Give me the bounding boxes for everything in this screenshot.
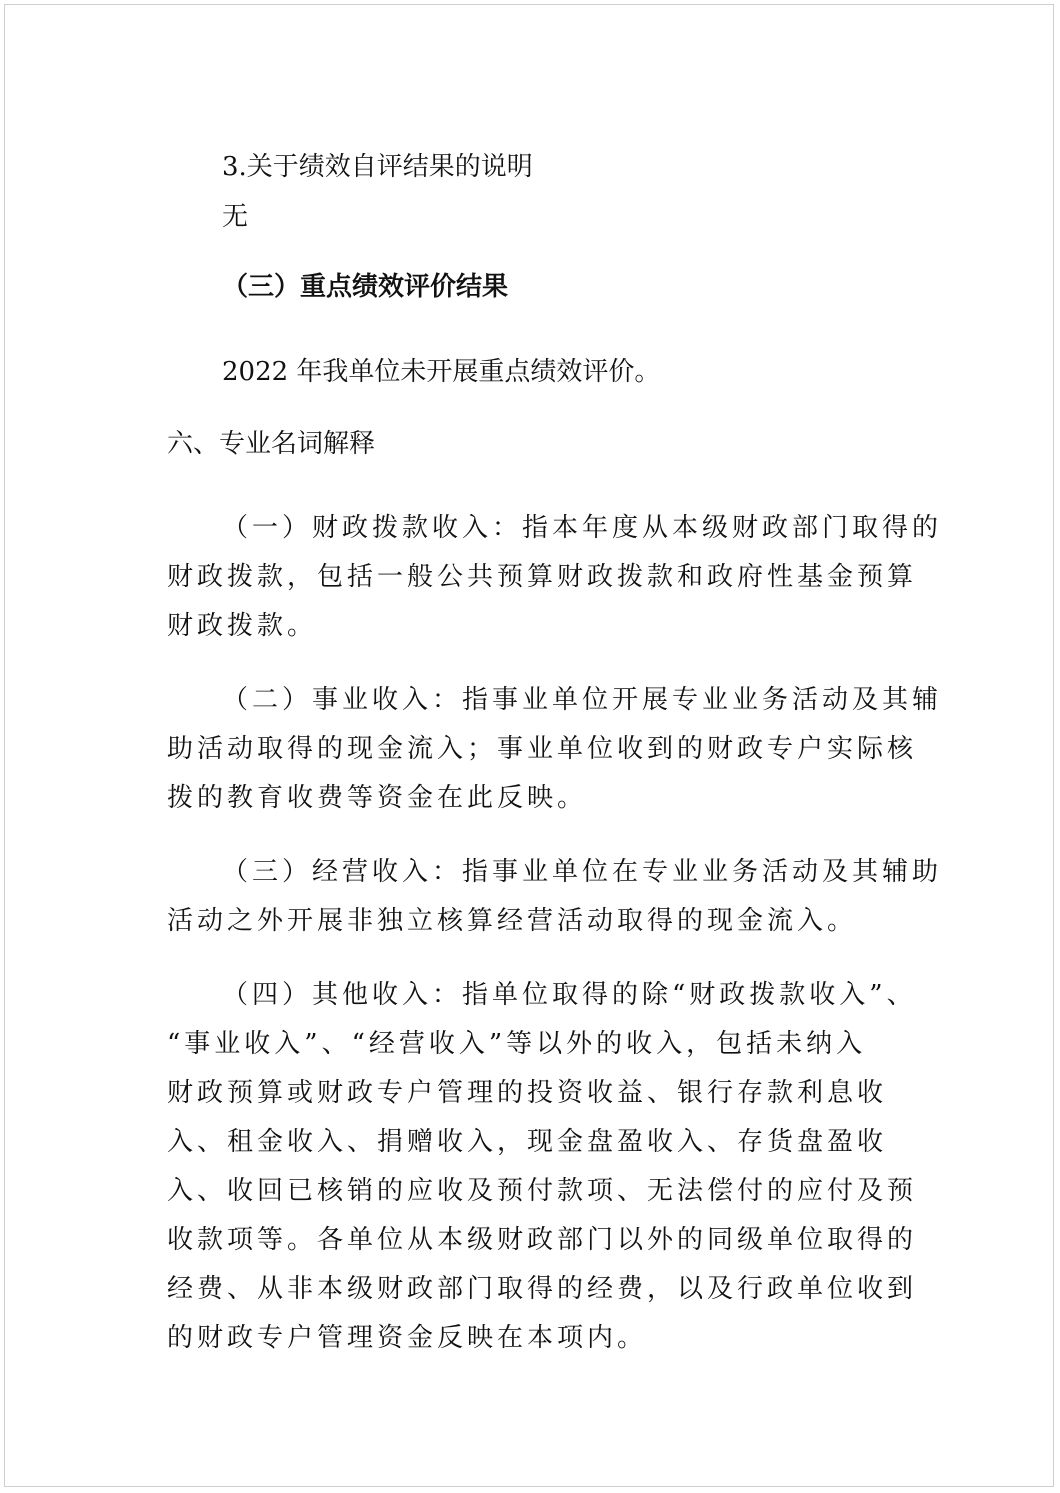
- term-4-line-1: （四）其他收入：指单位取得的除“财政拨款收入”、: [222, 980, 917, 1010]
- key-eval-heading: （三）重点绩效评价结果: [222, 272, 509, 302]
- document-page: [4, 4, 1054, 1487]
- term-4-line-7: 经费、从非本级财政部门取得的经费，以及行政单位收到: [167, 1274, 918, 1304]
- term-4-line-3: 财政预算或财政专户管理的投资收益、银行存款利息收: [167, 1078, 888, 1108]
- term-1-line-3: 财政拨款。: [167, 611, 318, 641]
- term-4-line-5: 入、收回已核销的应收及预付款项、无法偿付的应付及预: [167, 1176, 918, 1206]
- term-2-line-2: 助活动取得的现金流入；事业单位收到的财政专户实际核: [167, 734, 918, 764]
- term-4-line-2: “事业收入”、“经营收入”等以外的收入，包括未纳入: [167, 1029, 867, 1059]
- term-3-line-1: （三）经营收入：指事业单位在专业业务活动及其辅助: [222, 857, 943, 887]
- term-1-line-2: 财政拨款，包括一般公共预算财政拨款和政府性基金预算: [167, 562, 918, 592]
- section-3-heading: 3.关于绩效自评结果的说明: [222, 152, 533, 182]
- section-six-heading: 六、专业名词解释: [167, 429, 376, 459]
- term-4-line-4: 入、租金收入、捐赠收入，现金盘盈收入、存货盘盈收: [167, 1127, 888, 1157]
- term-2-line-3: 拨的教育收费等资金在此反映。: [167, 783, 588, 813]
- key-eval-body: 2022 年我单位未开展重点绩效评价。: [222, 357, 661, 387]
- term-4-line-6: 收款项等。各单位从本级财政部门以外的同级单位取得的: [167, 1225, 918, 1255]
- term-1-line-1: （一）财政拨款收入：指本年度从本级财政部门取得的: [222, 513, 943, 543]
- term-3-line-2: 活动之外开展非独立核算经营活动取得的现金流入。: [167, 906, 858, 936]
- term-4-line-8: 的财政专户管理资金反映在本项内。: [167, 1323, 648, 1353]
- term-2-line-1: （二）事业收入：指事业单位开展专业业务活动及其辅: [222, 685, 943, 715]
- section-3-body: 无: [222, 202, 249, 232]
